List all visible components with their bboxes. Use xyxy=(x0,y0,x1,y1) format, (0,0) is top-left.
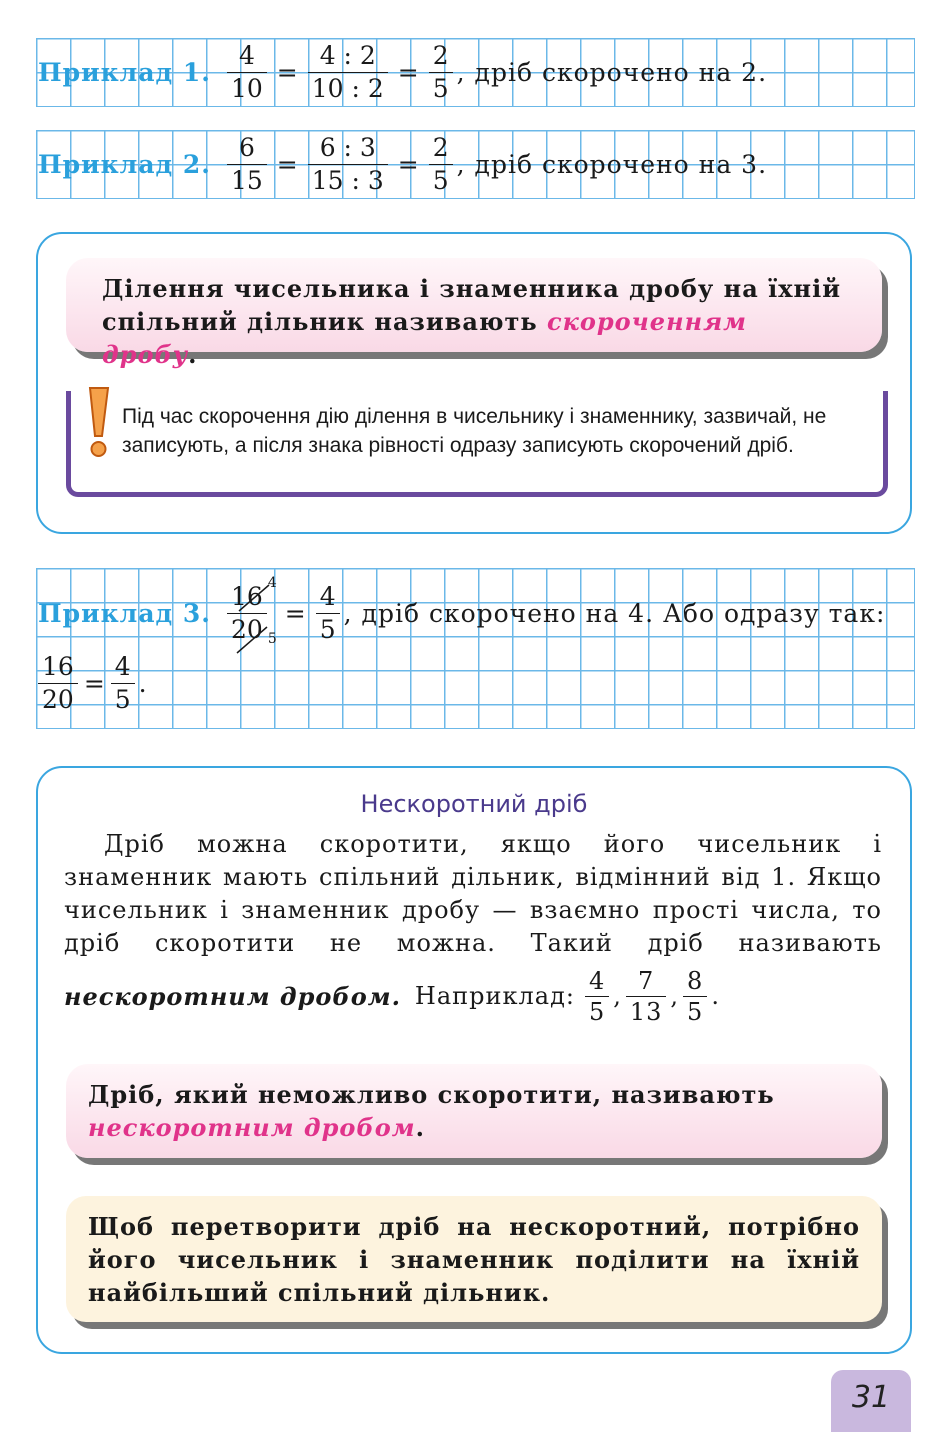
paragraph-text: Дріб можна скоротити, якщо його чисельник і знаменник мають спільний дільник, відмінний від 1. Якщо чисельник і знаменник дробу — взаємно прості числа, то дріб скоротити не можна. Такий дріб називають xyxy=(64,830,882,957)
example-1 xyxy=(38,36,767,108)
numerator: 16 xyxy=(42,652,74,682)
strike-line-icon xyxy=(227,581,287,657)
fraction xyxy=(38,651,78,715)
numerator: 4 : 2 xyxy=(319,41,376,71)
definition-reduction xyxy=(66,258,882,369)
numerator: 4 xyxy=(114,652,131,682)
definition-irreducible-text: Дріб, який неможливо скоротити, називають xyxy=(88,1080,775,1109)
definition-end: . xyxy=(415,1113,425,1142)
example-2-label: Приклад 2. xyxy=(38,149,211,179)
denominator: 5 xyxy=(111,683,135,715)
fraction xyxy=(227,40,267,104)
fraction xyxy=(308,132,388,196)
example-2-tail: , дріб скорочено на 3. xyxy=(456,149,768,179)
equals-sign: = xyxy=(276,57,298,87)
equals-sign: = xyxy=(284,598,306,628)
term-irreducible: нескоротним дробом. xyxy=(64,982,401,1011)
example-1-tail: , дріб скорочено на 2. xyxy=(456,57,768,87)
fraction xyxy=(429,40,453,104)
comma: , xyxy=(613,982,622,1010)
fraction xyxy=(316,581,340,645)
denominator: 5 xyxy=(683,996,707,1027)
example-1-label: Приклад 1. xyxy=(38,57,211,87)
fraction xyxy=(683,966,707,1027)
fraction xyxy=(626,966,667,1027)
fraction-cancelled xyxy=(227,575,277,648)
fraction xyxy=(111,651,135,715)
numerator: 4 xyxy=(319,582,336,612)
denominator: 5 xyxy=(429,72,453,104)
exclamation-icon xyxy=(84,386,114,460)
numerator: 2 xyxy=(432,133,449,163)
rule-box xyxy=(66,1196,882,1322)
note-text: Під час скорочення дію ділення в чисельнику і знаменнику, зазвичай, не записують, а після знака рівності одразу записують скорочений дріб. xyxy=(122,405,827,457)
equals-sign: = xyxy=(83,668,105,698)
numerator-value: 16 xyxy=(230,582,263,612)
equals-sign: = xyxy=(397,149,419,179)
denominator: 10 xyxy=(227,72,267,104)
denominator: 15 xyxy=(227,164,267,196)
numerator: 4 xyxy=(238,41,255,71)
example-3-line-2 xyxy=(34,646,147,720)
denominator-value: 20 xyxy=(230,614,263,644)
paragraph-last-line xyxy=(64,966,882,1027)
denominator: 5 xyxy=(585,996,609,1027)
definition-irreducible xyxy=(66,1064,882,1158)
equals-sign: = xyxy=(397,57,419,87)
fraction xyxy=(227,132,267,196)
fraction xyxy=(585,966,609,1027)
denominator: 15 : 3 xyxy=(308,164,388,196)
example-3 xyxy=(38,570,885,656)
page-number: 31 xyxy=(831,1370,911,1432)
numerator: 8 xyxy=(687,967,704,995)
section-heading: Нескоротний дріб xyxy=(360,790,588,818)
reduced-denominator: 5 xyxy=(267,631,277,648)
numerator: 6 : 3 xyxy=(319,133,376,163)
numerator: 6 xyxy=(238,133,255,163)
denominator: 5 xyxy=(316,613,340,645)
example-3-label: Приклад 3. xyxy=(38,598,211,628)
rule-text: Щоб перетворити дріб на нескоротний, потрібно його чисельник і знаменник поділити на їхній найбільший спільний дільник. xyxy=(88,1212,860,1307)
numerator: 4 xyxy=(588,967,606,995)
denominator: 5 xyxy=(429,164,453,196)
numerator: 7 xyxy=(637,967,655,995)
irreducible-paragraph xyxy=(64,828,882,1027)
denominator: 13 xyxy=(626,996,667,1027)
example-2 xyxy=(38,128,767,200)
period: . xyxy=(711,982,720,1010)
comma: , xyxy=(670,982,680,1010)
reduced-numerator: 4 xyxy=(267,575,277,592)
period: . xyxy=(138,668,147,698)
fraction xyxy=(429,132,453,196)
term-reduction: скороченням дробу xyxy=(102,307,747,369)
term-irreducible-fraction: нескоротним дробом xyxy=(88,1113,416,1142)
denominator: 20 xyxy=(38,683,78,715)
example-3-tail: , дріб скорочено на 4. Або одразу так: xyxy=(343,598,886,628)
fraction xyxy=(308,40,388,104)
equals-sign: = xyxy=(276,149,298,179)
example-label: Наприклад: xyxy=(414,982,575,1010)
denominator: 10 : 2 xyxy=(308,72,388,104)
definition-end: . xyxy=(188,340,198,369)
definition-reduction-text: Ділення чисельника і знаменника дробу на їхній спільний дільник називають xyxy=(102,274,842,336)
numerator: 2 xyxy=(432,41,449,71)
